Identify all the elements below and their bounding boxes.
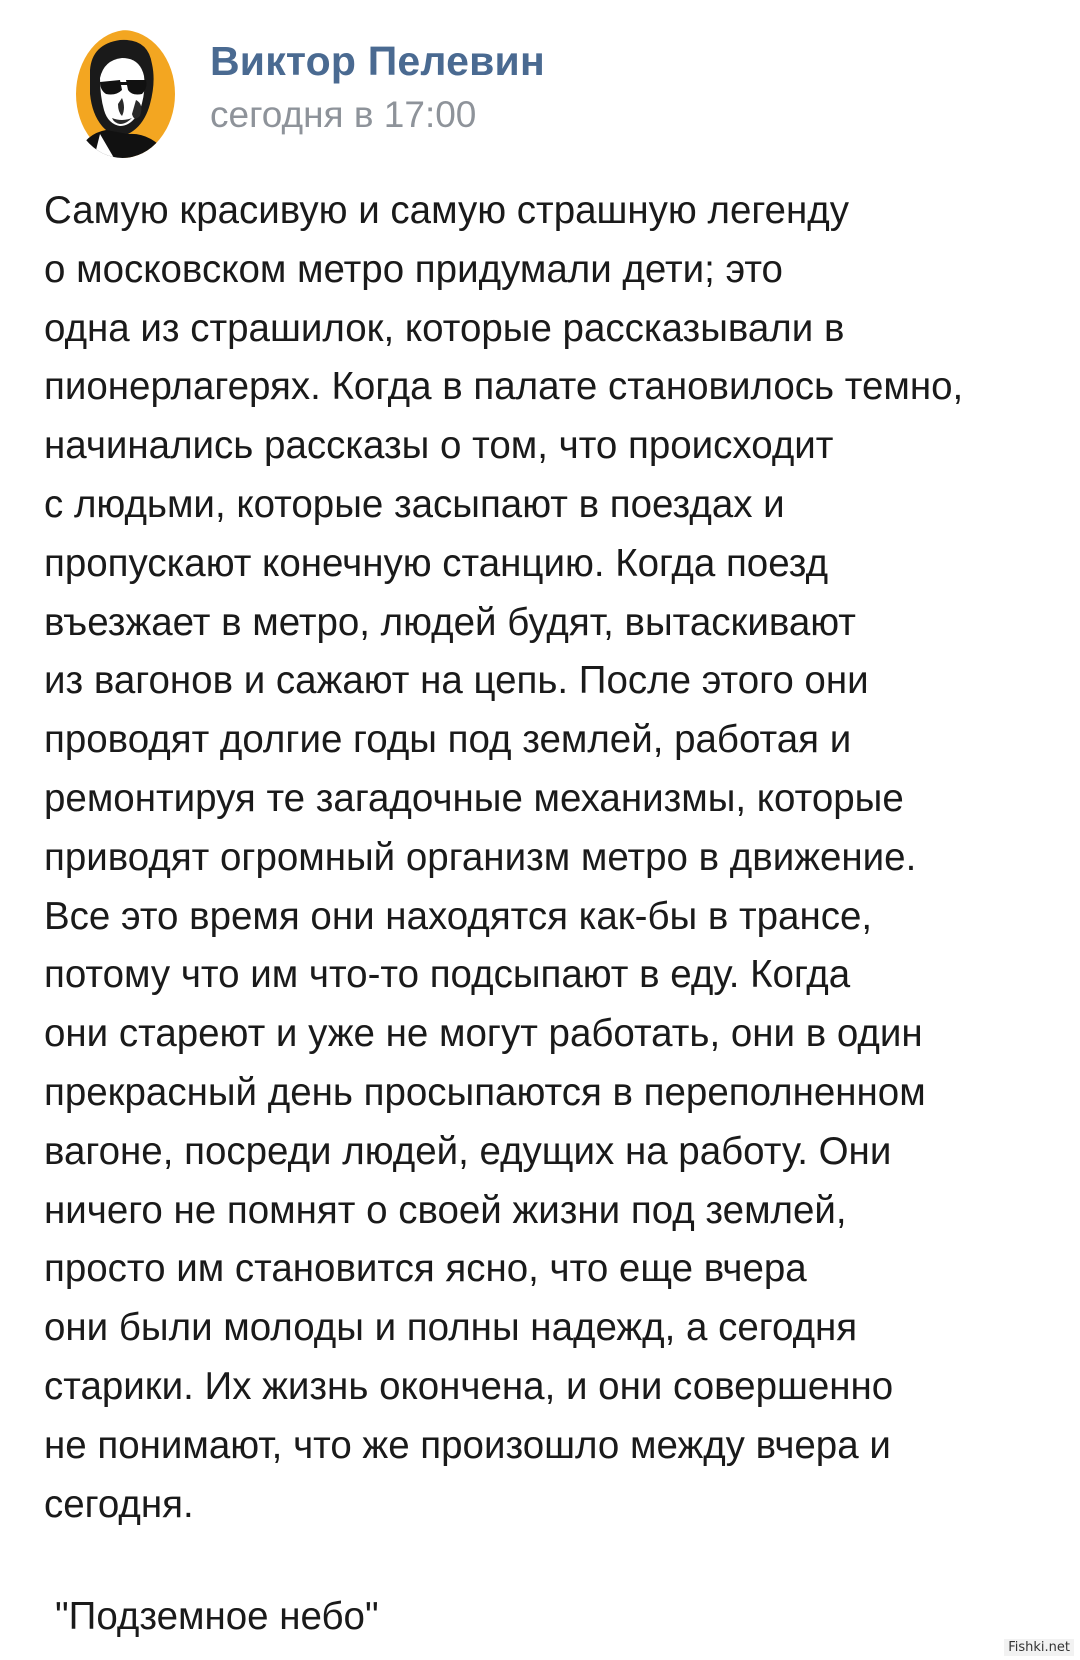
post-text-line: проводят долгие годы под землей, работая и [44, 718, 852, 762]
post-text-line: пропускают конечную станцию. Когда поезд [44, 541, 829, 585]
post-text-line: сегодня. [44, 1482, 194, 1526]
post-text-line: они были молоды и полны надежд, а сегодня [44, 1306, 858, 1350]
post-text [44, 182, 1064, 1534]
post-text-line: въезжает в метро, людей будят, вытаскивают [44, 600, 856, 644]
post-text-line: прекрасный день просыпаются в переполненном [44, 1070, 926, 1114]
post-text-line: начинались рассказы о том, что происходит [44, 424, 834, 468]
post-text-line: потому что им что-то подсыпают в еду. Когда [44, 953, 851, 997]
post-text-line: ничего не помнят о своей жизни под землей, [44, 1188, 847, 1232]
post-signature: "Подземное небо" [55, 1595, 379, 1638]
post-text-line: Все это время они находятся как-бы в трансе, [44, 894, 873, 938]
post-text-line: вагоне, посреди людей, едущих на работу. Они [44, 1129, 892, 1173]
post-timestamp[interactable]: сегодня в 17:00 [210, 94, 477, 135]
post-text-line: пионерлагерях. Когда в палате становилось темно, [44, 365, 964, 409]
author-portrait-avatar-icon [70, 30, 175, 158]
post-text-line: они стареют и уже не могут работать, они в один [44, 1012, 923, 1056]
post-text-line: одна из страшилок, которые рассказывали в [44, 306, 845, 350]
watermark: Fishki.net [1004, 1639, 1074, 1656]
post-text-line: с людьми, которые засыпают в поездах и [44, 482, 785, 526]
post-text-line: ремонтируя те загадочные механизмы, которые [44, 776, 904, 820]
post-header [70, 30, 970, 160]
avatar[interactable] [70, 30, 175, 158]
post-text-line: просто им становится ясно, что еще вчера [44, 1247, 807, 1291]
post-text-line: о московском метро придумали дети; это [44, 247, 783, 291]
post-text-line: из вагонов и сажают на цепь. После этого они [44, 659, 869, 703]
post-text-line: Самую красивую и самую страшную легенду [44, 189, 849, 232]
post-text-line: старики. Их жизнь окончена, и они совершенно [44, 1364, 894, 1408]
author-name[interactable]: Виктор Пелевин [210, 38, 545, 84]
post-text-line: не понимают, что же произошло между вчера и [44, 1423, 891, 1467]
post-text-line: приводят огромный организм метро в движение. [44, 835, 917, 879]
